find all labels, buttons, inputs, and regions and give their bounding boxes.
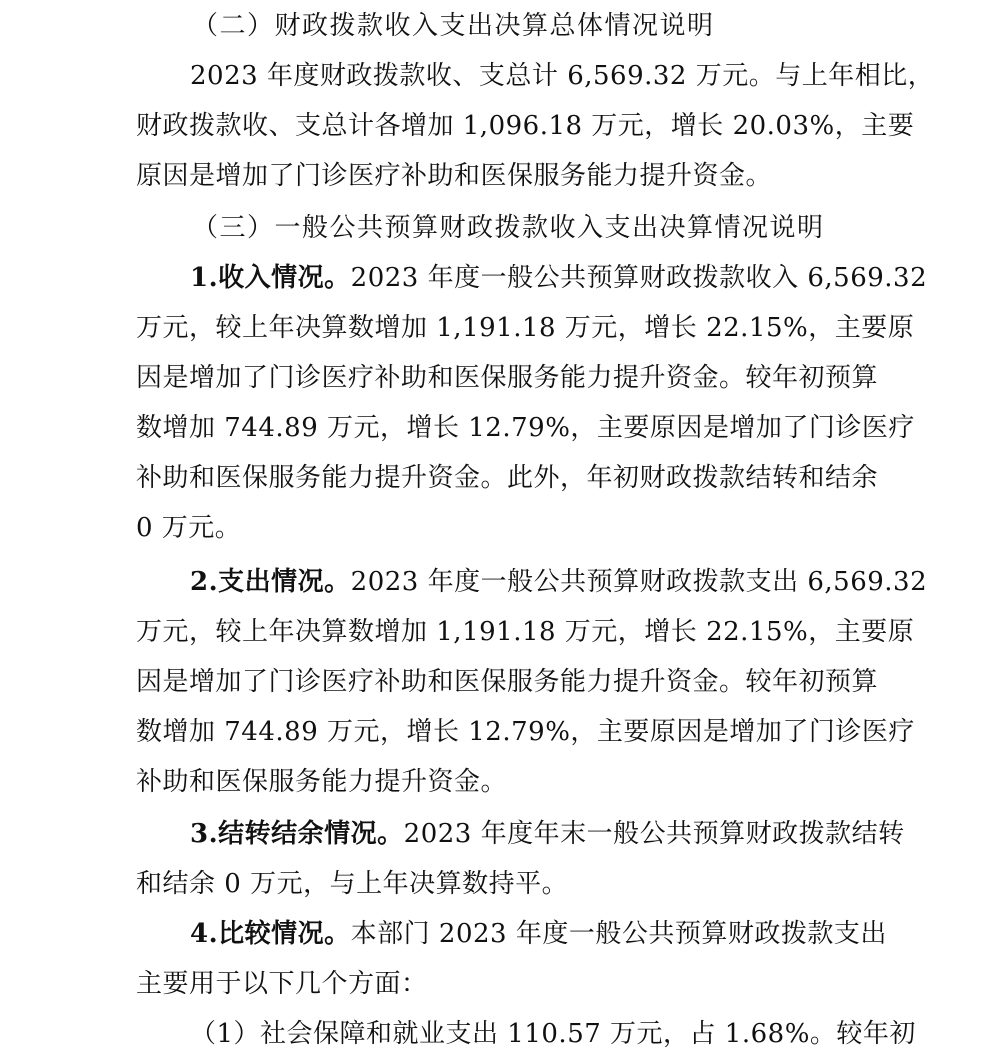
expense-paragraph-first-line xyxy=(190,562,928,602)
comparison-first-line-text: 本部门 2023 年度一般公共预算财政拨款支出 xyxy=(350,919,887,949)
paragraph-line: 0 万元。 xyxy=(136,513,242,543)
paragraph-line: 补助和医保服务能力提升资金。此外，年初财政拨款结转和结余 xyxy=(136,463,879,493)
carryover-first-line-text: 2023 年度年末一般公共预算财政拨款结转 xyxy=(403,819,905,849)
comparison-item-1: （1）社会保障和就业支出 110.57 万元，占 1.68%。较年初 xyxy=(190,1019,916,1049)
paragraph-line: 补助和医保服务能力提升资金。 xyxy=(136,767,508,797)
section-heading-fiscal-overview: （二）财政拨款收入支出决算总体情况说明 xyxy=(192,11,715,41)
income-paragraph-first-line xyxy=(190,258,928,298)
paragraph-line: 因是增加了门诊医疗补助和医保服务能力提升资金。较年初预算 xyxy=(136,363,879,393)
expense-first-line-text: 2023 年度一般公共预算财政拨款支出 6,569.32 xyxy=(350,567,928,597)
paragraph-line: 万元，较上年决算数增加 1,191.18 万元，增长 22.15%，主要原 xyxy=(136,313,915,343)
paragraph-line: 万元，较上年决算数增加 1,191.18 万元，增长 22.15%，主要原 xyxy=(136,617,915,647)
paragraph-line: 主要用于以下几个方面： xyxy=(136,969,428,999)
paragraph-line: 和结余 0 万元，与上年决算数持平。 xyxy=(136,869,569,899)
expense-lead: 2.支出情况。 xyxy=(190,567,351,597)
income-lead: 1.收入情况。 xyxy=(190,263,351,293)
paragraph-line: 数增加 744.89 万元，增长 12.79%，主要原因是增加了门诊医疗 xyxy=(136,717,915,747)
income-first-line-text: 2023 年度一般公共预算财政拨款收入 6,569.32 xyxy=(350,263,928,293)
comparison-lead: 4.比较情况。 xyxy=(190,919,351,949)
comparison-paragraph-first-line xyxy=(190,914,887,954)
paragraph-line: 2023 年度财政拨款收、支总计 6,569.32 万元。与上年相比， xyxy=(190,61,935,91)
carryover-lead: 3.结转结余情况。 xyxy=(190,819,404,849)
carryover-paragraph-first-line xyxy=(190,814,905,854)
paragraph-line: 数增加 744.89 万元，增长 12.79%，主要原因是增加了门诊医疗 xyxy=(136,413,915,443)
section-heading-general-budget: （三）一般公共预算财政拨款收入支出决算情况说明 xyxy=(192,213,825,243)
paragraph-line: 财政拨款收、支总计各增加 1,096.18 万元，增长 20.03%，主要 xyxy=(136,111,915,141)
paragraph-line: 因是增加了门诊医疗补助和医保服务能力提升资金。较年初预算 xyxy=(136,667,879,697)
paragraph-line: 原因是增加了门诊医疗补助和医保服务能力提升资金。 xyxy=(136,161,773,191)
